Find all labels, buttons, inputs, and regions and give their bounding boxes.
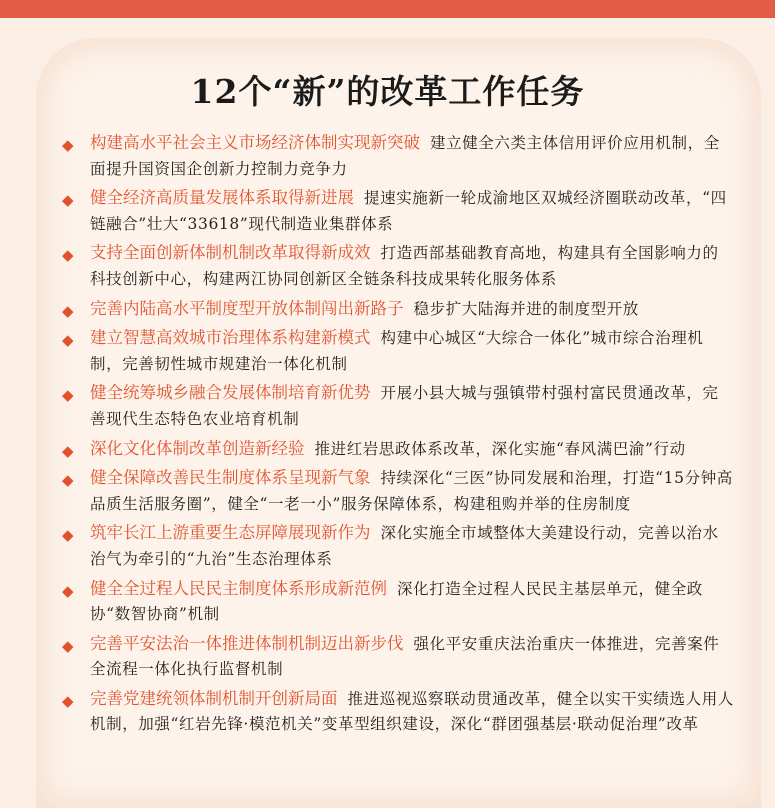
diamond-bullet-icon: ◆	[62, 471, 75, 490]
item-body: 构建中心城区“大综合一体化”城市综合治理机制，完善韧性城市规建治一体化机制	[90, 329, 704, 373]
diamond-bullet-icon: ◆	[62, 691, 75, 710]
list-item	[62, 185, 734, 237]
item-heading: 完善内陆高水平制度型开放体制闯出新路子	[90, 298, 404, 318]
diamond-bullet-icon: ◆	[62, 441, 75, 460]
item-heading: 完善党建统领体制机制开创新局面	[90, 688, 338, 708]
diamond-bullet-icon: ◆	[62, 136, 75, 154]
item-heading: 健全经济高质量发展体系取得新进展	[90, 188, 354, 208]
list-item	[62, 436, 734, 463]
list-item	[62, 380, 734, 432]
item-body: 推进红岩思政体系改革，深化实施“春风满巴渝”行动	[314, 439, 686, 458]
diamond-bullet-icon: ◆	[62, 526, 75, 545]
list-item	[62, 576, 734, 628]
diamond-bullet-icon: ◆	[62, 331, 75, 350]
item-body: 打造西部基础教育高地，构建具有全国影响力的科技创新中心，构建两江协同创新区全链条科技成果转化服务体系	[90, 244, 719, 288]
diamond-bullet-icon: ◆	[62, 386, 75, 405]
item-heading: 健全全过程人民民主制度体系形成新范例	[90, 578, 387, 598]
item-heading: 构建高水平社会主义市场经济体制实现新突破	[90, 133, 420, 152]
item-heading: 深化文化体制改革创造新经验	[90, 438, 305, 458]
list-item	[62, 325, 734, 377]
list-item	[62, 465, 734, 517]
item-heading: 建立智慧高效城市治理体系构建新模式	[90, 328, 371, 348]
item-body: 提速实施新一轮成渝地区双城经济圈联动改革，“四链融合”壮大“33618”现代制造业集群体系	[90, 189, 727, 233]
item-body: 建立健全六类主体信用评价应用机制，全面提升国资国企创新力控制力竞争力	[90, 134, 720, 178]
item-heading: 完善平安法治一体推进体制机制迈出新步伐	[90, 633, 404, 653]
item-heading: 支持全面创新体制机制改革取得新成效	[90, 243, 371, 263]
item-body: 持续深化“三医”协同发展和治理，打造“15分钟高品质生活服务圈”，健全“一老一小”服务保障体系，构建租购并举的住房制度	[90, 469, 733, 513]
item-heading: 健全统筹城乡融合发展体制培育新优势	[90, 383, 371, 403]
diamond-bullet-icon: ◆	[62, 581, 75, 600]
diamond-bullet-icon: ◆	[62, 301, 75, 320]
item-body: 开展小县大城与强镇带村强村富民贯通改革，完善现代生态特色农业培育机制	[90, 384, 719, 428]
item-body: 稳步扩大陆海并进的制度型开放	[413, 299, 639, 318]
list-item	[62, 631, 734, 683]
diamond-bullet-icon: ◆	[62, 191, 75, 210]
list-item	[62, 686, 734, 738]
item-heading: 筑牢长江上游重要生态屏障展现新作为	[90, 523, 371, 543]
list-item	[62, 520, 734, 572]
item-body: 深化实施全市域整体大美建设行动，完善以治水治气为牵引的“九治”生态治理体系	[90, 524, 719, 568]
top-accent-bar	[0, 0, 775, 18]
item-heading: 健全保障改善民生制度体系呈现新气象	[90, 468, 371, 488]
item-body: 推进巡视巡察联动贯通改革，健全以实干实绩选人用人机制，加强“红岩先锋·模范机关”变革型组织建设，深化“群团强基层·联动促治理”改革	[90, 689, 734, 734]
diamond-bullet-icon: ◆	[62, 246, 75, 265]
page-title: 12个“新”的改革工作任务	[190, 72, 585, 111]
list-item	[62, 296, 734, 323]
task-list	[62, 130, 734, 741]
list-item	[62, 240, 734, 292]
item-body: 深化打造全过程人民民主基层单元，健全政协“数智协商”机制	[90, 579, 703, 624]
list-item	[62, 130, 734, 182]
diamond-bullet-icon: ◆	[62, 636, 75, 655]
item-body: 强化平安重庆法治重庆一体推进，完善案件全流程一体化执行监督机制	[90, 634, 720, 679]
